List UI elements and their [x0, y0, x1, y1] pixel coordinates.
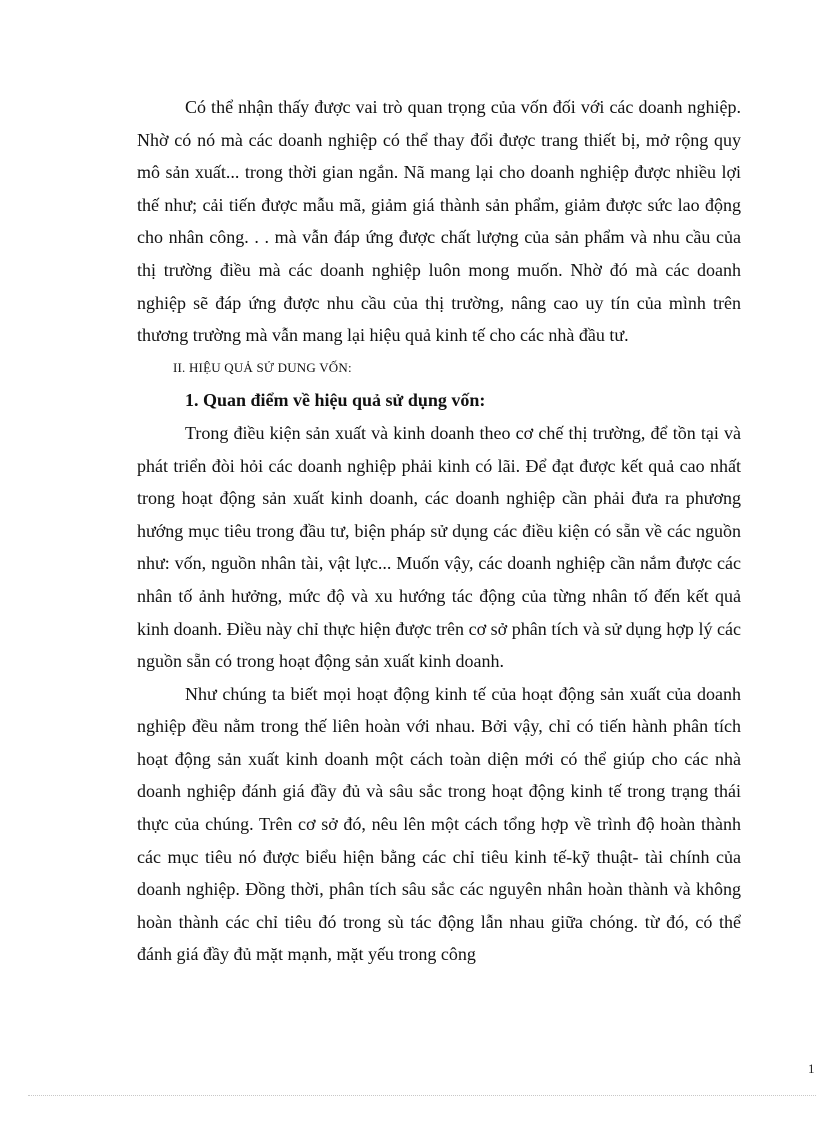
document-body: [137, 91, 741, 971]
paragraph-market-conditions: Trong điều kiện sản xuất và kinh doanh theo cơ chế thị trường, để tồn tại và phát triển đòi hỏi các doanh nghiệp phải kinh có lãi. Để đạt được kết quả cao nhất trong hoạt động sản xuất kinh doanh, các doanh nghiệp cần phải đưa ra phương hướng mục tiêu trong đầu tư, biện pháp sử dụng các điều kiện có sẵn về các nguồn như: vốn, nguồn nhân tài, vật lực... Muốn vậy, các doanh nghiệp cần nắm được các nhân tố ảnh hưởng, mức độ và xu hướng tác động của từng nhân tố đến kết quả kinh doanh. Điều này chỉ thực hiện được trên cơ sở phân tích và sử dụng hợp lý các nguồn sẵn có trong hoạt động sản xuất kinh doanh.: [137, 422, 741, 672]
page-number: 1: [808, 1061, 815, 1076]
footer-divider: [28, 1095, 816, 1096]
paragraph-analysis: Như chúng ta biết mọi hoạt động kinh tế của hoạt động sản xuất của doanh nghiệp đều nằm trong thế liên hoàn với nhau. Bởi vậy, chỉ có tiến hành phân tích hoạt động sản xuất kinh doanh một cách toàn diện mới có thể giúp cho các nhà doanh nghiệp đánh giá đầy đủ và sâu sắc trong hoạt động kinh tế trong trạng thái thực của chúng. Trên cơ sở đó, nêu lên một cách tổng hợp về trình độ hoàn thành các mục tiêu nó được biểu hiện bằng các chỉ tiêu kinh tế-kỹ thuật- tài chính của doanh nghiệp. Đồng thời, phân tích sâu sắc các nguyên nhân hoàn thành và không hoàn thành các chỉ tiêu đó trong sù tác động lẫn nhau giữa chóng. từ đó, có thể đánh giá đầy đủ mặt mạnh, mặt yếu trong công: [137, 683, 741, 965]
paragraph-capital-role: Có thể nhận thấy được vai trò quan trọng của vốn đối với các doanh nghiệp. Nhờ có nó mà các doanh nghiệp có thể thay đổi được trang thiết bị, mở rộng quy mô sản xuất... trong thời gian ngắn. Nã mang lại cho doanh nghiệp được nhiều lợi thế như; cải tiến được mẫu mã, giảm giá thành sản phẩm, giảm được sức lao động cho nhân công. . . mà vẫn đáp ứng được chất lượng của sản phẩm và nhu cầu của thị trường điều mà các doanh nghiệp luôn mong muốn. Nhờ đó mà các doanh nghiệp sẽ đáp ứng được nhu cầu của thị trường, nâng cao uy tín của mình trên thương trường mà vẫn mang lại hiệu quả kinh tế cho các nhà đầu tư.: [137, 97, 741, 346]
section-heading: II. HIỆU QUẢ SỬ DUNG VỐN:: [173, 359, 352, 375]
subsection-heading: 1. Quan điểm về hiệu quả sử dụng vốn:: [185, 390, 486, 411]
